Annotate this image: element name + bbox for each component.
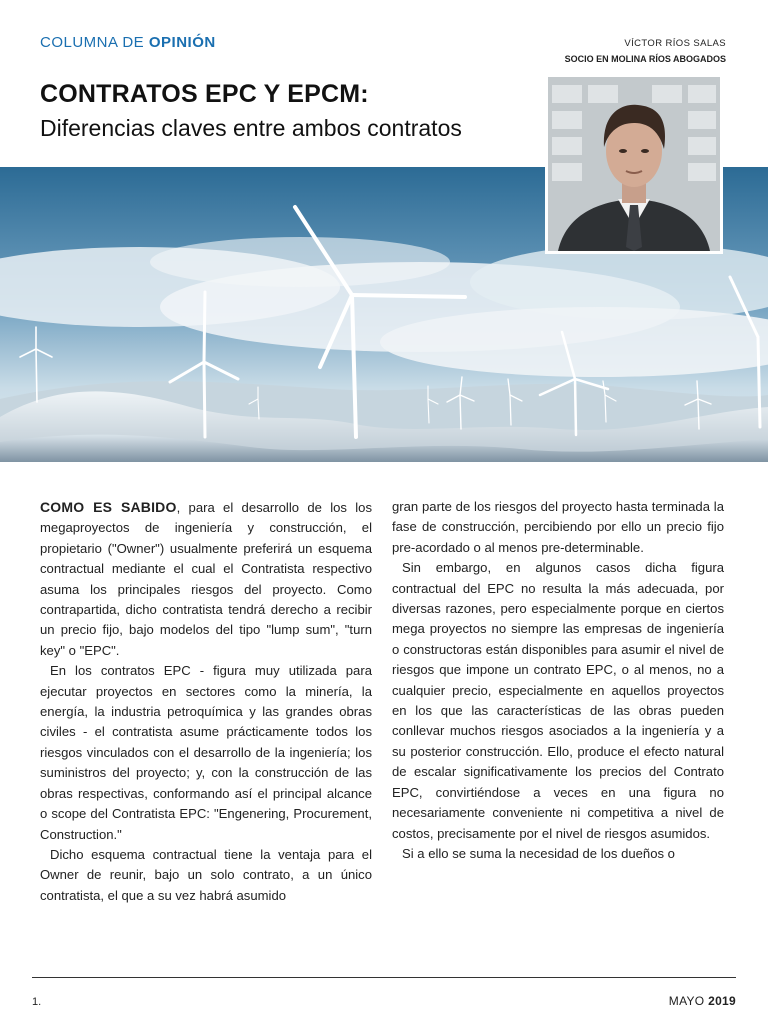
section-label [40,34,216,51]
paragraph: gran parte de los riesgos del proyecto hasta terminada la fase de construcción, percibiendo por ello un precio fijo pre-acordado o al menos pre-determinable. [392,499,724,555]
article-body [40,497,724,955]
paragraph: Dicho esquema contractual tiene la ventaja para el Owner de reunir, bajo un solo contrato, a un único contratista, el que a su vez habrá asumido [40,846,372,903]
article-subtitle: Diferencias claves entre ambos contratos [40,115,462,141]
author-portrait-icon [548,77,720,251]
section-label-prefix: COLUMNA DE [40,34,145,51]
author-name: VÍCTOR RÍOS SALAS [624,38,726,49]
paragraph: Si a ello se suma la necesidad de los dueños o [402,845,675,861]
column-right [392,497,724,955]
paragraph: Sin embargo, en algunos casos dicha figura contractual del EPC no resulta la más adecuada, por diversas razones, pero especialmente porque en ciertos mega proyectos no siempre las empresas de ingeniería o constructoras están disponibles para asumir el nivel de riesgos que impone un contrato EPC, o al menos, no a cualquier precio, especialmente en aquellos proyectos en los que las características de las obras pueden conllevar muchos riesgos asociados a la ingeniería y a su posterior construcción. Ello, produce el efecto natural de escalar significativamente los precios del Contrato EPC, convirtiéndose a veces en una figura no necesariamente conveniente ni competitiva a nivel de costos, precisamente por el nivel de riesgos asumidos. [392,560,724,841]
page-number: 1. [32,996,42,1008]
paragraph [40,497,372,661]
article-lead: COMO ES SABIDO [40,499,177,515]
author-role: SOCIO EN MOLINA RÍOS ABOGADOS [564,54,726,64]
issue-date [669,994,736,1008]
paragraph-text: , para el desarrollo de los los megaproyectos de ingeniería y construcción, el propietario ("Owner") usualmente preferirá un esquema contractual mediante el cual el Contratista respectivo asuma los principales riesgos del proyecto. Como contrapartida, dicho contratista tendrá derecho a recibir un precio fijo, bajo modelos del tipo "lump sum", "turn key" o "EPC". [40,500,372,658]
article-title: CONTRATOS EPC Y EPCM: [40,80,369,108]
issue-year: 2019 [708,994,736,1008]
issue-month: MAYO [668,994,705,1008]
author-portrait [545,74,723,254]
column-left [40,497,372,955]
paragraph: En los contratos EPC - figura muy utilizada para ejecutar proyectos en sectores como la minería, la energía, la industria petroquímica y las grandes obras civiles - el contratista asume prácticamente todos los riesgos vinculados con el desarrollo de la ingeniería; los suministros del proyecto; y, con la construcción de las obras respectivas, conformando así el principal alcance o scope del Contratista EPC: "Engenering, Procurement, Construction." [40,663,372,842]
author-block [565,38,726,64]
footer-divider [32,977,736,978]
section-label-bold: OPINIÓN [148,34,216,51]
